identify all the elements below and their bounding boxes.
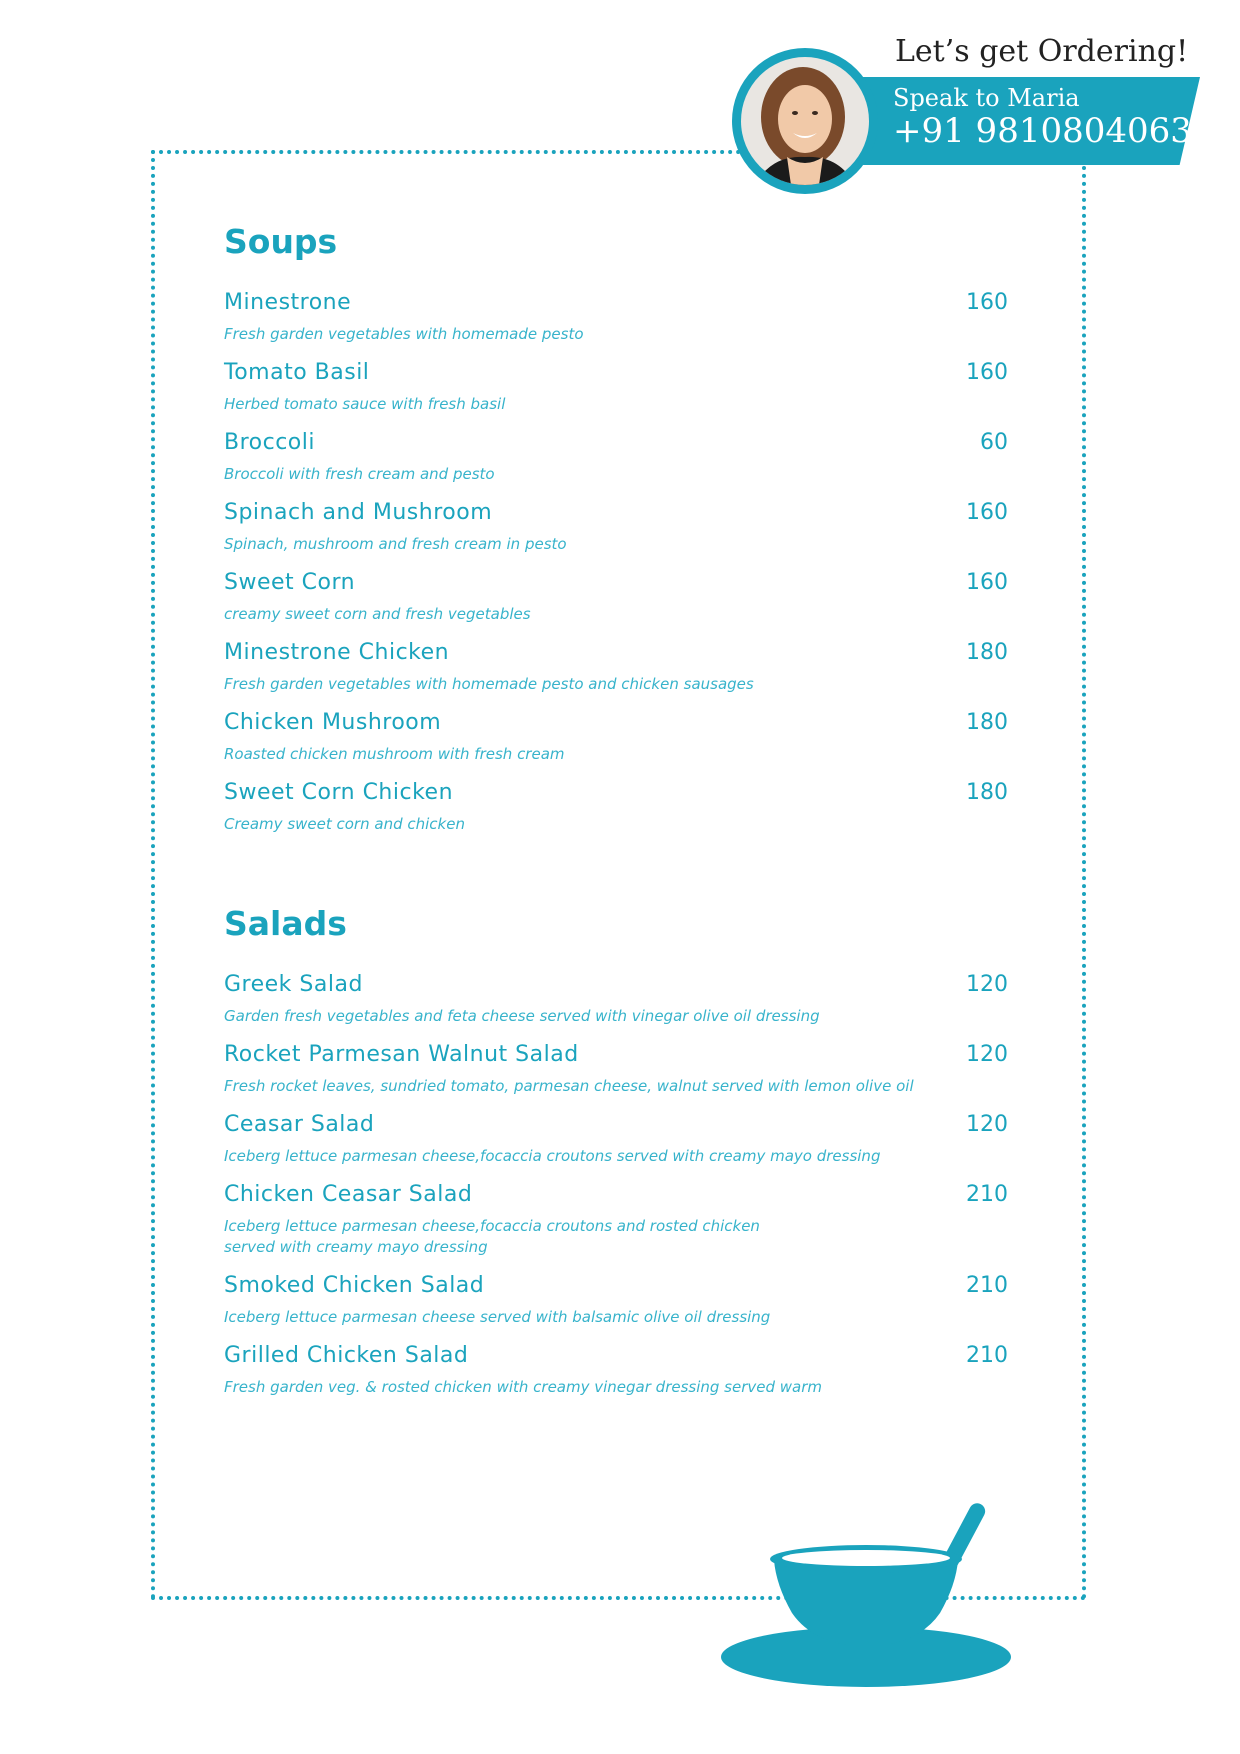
item-description: Iceberg lettuce parmesan cheese,focaccia croutons and rosted chicken served with creamy mayo dressing xyxy=(224,1217,760,1256)
item-price: 160 xyxy=(966,360,1008,385)
item-price: 210 xyxy=(966,1343,1008,1368)
item-price: 120 xyxy=(966,972,1008,997)
section-title-soups: Soups xyxy=(224,222,338,261)
item-name: Ceasar Salad xyxy=(224,1112,375,1137)
contact-name: Speak to Maria xyxy=(893,84,1080,112)
item-description: Spinach, mushroom and fresh cream in pesto xyxy=(224,535,567,553)
item-description: Iceberg lettuce parmesan cheese served with balsamic olive oil dressing xyxy=(224,1308,771,1326)
item-price: 180 xyxy=(966,640,1008,665)
item-description: Fresh garden vegetables with homemade pesto xyxy=(224,325,584,343)
item-name: Chicken Mushroom xyxy=(224,710,442,735)
soup-bowl-icon xyxy=(718,1495,1018,1695)
item-description: Creamy sweet corn and chicken xyxy=(224,815,465,833)
item-description: Herbed tomato sauce with fresh basil xyxy=(224,395,506,413)
item-name: Minestrone xyxy=(224,290,352,315)
item-price: 120 xyxy=(966,1042,1008,1067)
item-name: Sweet Corn Chicken xyxy=(224,780,454,805)
item-name: Grilled Chicken Salad xyxy=(224,1343,469,1368)
avatar xyxy=(732,48,878,194)
item-description: Fresh garden veg. & rosted chicken with creamy vinegar dressing served warm xyxy=(224,1378,823,1396)
item-price: 60 xyxy=(980,430,1008,455)
contact-phone[interactable]: +91 9810804063 xyxy=(893,111,1192,151)
item-price: 210 xyxy=(966,1273,1008,1298)
item-price: 160 xyxy=(966,500,1008,525)
item-description: Roasted chicken mushroom with fresh cream xyxy=(224,745,565,763)
item-name: Tomato Basil xyxy=(224,360,370,385)
item-description: Garden fresh vegetables and feta cheese served with vinegar olive oil dressing xyxy=(224,1007,820,1025)
item-price: 120 xyxy=(966,1112,1008,1137)
section-title-salads: Salads xyxy=(224,904,347,943)
item-description: Iceberg lettuce parmesan cheese,focaccia croutons served with creamy mayo dressing xyxy=(224,1147,881,1165)
item-name: Chicken Ceasar Salad xyxy=(224,1182,473,1207)
order-heading: Let’s get Ordering! xyxy=(895,34,1189,69)
item-name: Greek Salad xyxy=(224,972,363,997)
person-portrait-icon xyxy=(741,57,869,185)
item-price: 160 xyxy=(966,290,1008,315)
item-price: 210 xyxy=(966,1182,1008,1207)
item-name: Smoked Chicken Salad xyxy=(224,1273,485,1298)
item-name: Rocket Parmesan Walnut Salad xyxy=(224,1042,579,1067)
item-description: Fresh garden vegetables with homemade pesto and chicken sausages xyxy=(224,675,754,693)
item-description: Fresh rocket leaves, sundried tomato, parmesan cheese, walnut served with lemon olive oil xyxy=(224,1077,914,1095)
item-price: 180 xyxy=(966,780,1008,805)
item-description: Broccoli with fresh cream and pesto xyxy=(224,465,495,483)
item-price: 160 xyxy=(966,570,1008,595)
item-name: Broccoli xyxy=(224,430,315,455)
item-name: Minestrone Chicken xyxy=(224,640,450,665)
item-name: Sweet Corn xyxy=(224,570,356,595)
item-price: 180 xyxy=(966,710,1008,735)
item-description: creamy sweet corn and fresh vegetables xyxy=(224,605,531,623)
item-name: Spinach and Mushroom xyxy=(224,500,493,525)
